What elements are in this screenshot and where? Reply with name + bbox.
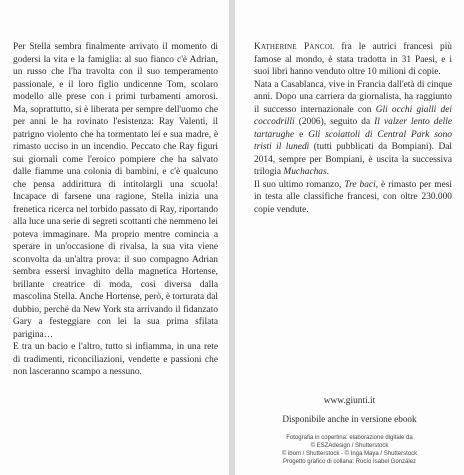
bio-paragraph: Nata a Casablanca, vive in Francia dall'età di cinque anni. Dopo una carriera da giornalista, ha raggiunto il successo internazionale con Gli occhi gialli dei coccodrilli (2006), seguito da Il valzer lento delle tartarughe e Gli scoiattoli di Central Park sono tristi il lunedì (tutti pubblicati da Bompiani). Dal 2014, sempre per Bompiani, è uscita la successiva trilogia Muchachas.	[254, 79, 452, 177]
credit-line: © ibom / Shutterstock - © Inga Maya / Shutterstock	[281, 451, 418, 457]
synopsis-text	[13, 41, 218, 379]
image-credits	[235, 434, 464, 466]
book-title: Il valzer lento delle tartarughe	[254, 117, 452, 140]
book-title: Gli occhi gialli dei coccodrilli	[254, 104, 452, 127]
ebook-availability-note: Disponibile anche in versione ebook	[282, 414, 417, 424]
author-bio	[254, 41, 452, 216]
book-title: Gli scoiattoli di Central Park sono tristi il lunedì	[254, 129, 452, 152]
credit-line: © ESZAdesign / Shutterstock	[310, 443, 389, 449]
front-flap	[0, 0, 229, 475]
bio-paragraph: Il suo ultimo romanzo, Tre baci, è rimasto per mesi in testa alle classifiche francesi, con oltre 230.000 copie vendute.	[254, 179, 452, 215]
book-title: Tre baci	[344, 179, 376, 190]
publisher-website: www.giunti.it	[323, 396, 376, 406]
book-title: Muchachas	[283, 167, 327, 177]
credit-line: Progetto grafico di collana: Rocío Isabel González	[282, 459, 417, 465]
bio-paragraph: Katherine Pancol fra le autrici francesi più famose al mondo, è stata tradotta in 31 Paesi, e i suoi libri hanno venduto oltre 10 milioni di copie.	[254, 42, 452, 77]
author-name: Katherine Pancol	[254, 42, 335, 52]
back-flap	[235, 0, 464, 475]
credit-line: Fotografia in copertina: elaborazione digitale da	[286, 435, 413, 441]
synopsis-paragraph: Per Stella sembra finalmente arrivato il momento di godersi la vita e la famiglia: al suo fianco c'è Adrian, un russo che l'ha travolta con il suo temperamento passionale, e il loro figlio undicenne Tom, scolaro modello alle prese con i primi turbamenti amorosi. Ma, soprattutto, si è liberata per sempre dell'uomo che per anni le ha rovinato l'esistenza: Ray Valenti, il patrigno violento che ha tormentato lei e sua madre, è rimasto ucciso in un incendio. Peccato che Ray figuri sui giornali come l'eroico pompiere che ha salvato dalle fiamme una colonia di bambini, e c'è qualcuno che pensa addirittura di intitolargli una scuola! Incapace di farsene una ragione, Stella inizia una frenetica ricerca nel torbido passato di Ray, riportando alla luce una serie di segreti scottanti che nemmeno lei poteva immaginare. Ma proprio mentre comincia a sperare in un'occasione di rivalsa, la sua vita viene sconvolta da un'altra prova: il suo compagno Adrian sembra essersi invaghito della magnetica Hortense, brillante creatrice di moda, così diversa dalla mascolina Stella. Anche Hortense, però, è torturata dal dubbio, perché da New York sta arrivando il fidanzato Gary a festeggiare con lei la sua prima sfilata parigina…	[13, 42, 218, 340]
synopsis-paragraph: E tra un bacio e l'altro, tutto si infiamma, in una rete di tradimenti, riconciliazioni, vendette e passioni che non lasceranno scampo a nessuno.	[13, 342, 218, 377]
